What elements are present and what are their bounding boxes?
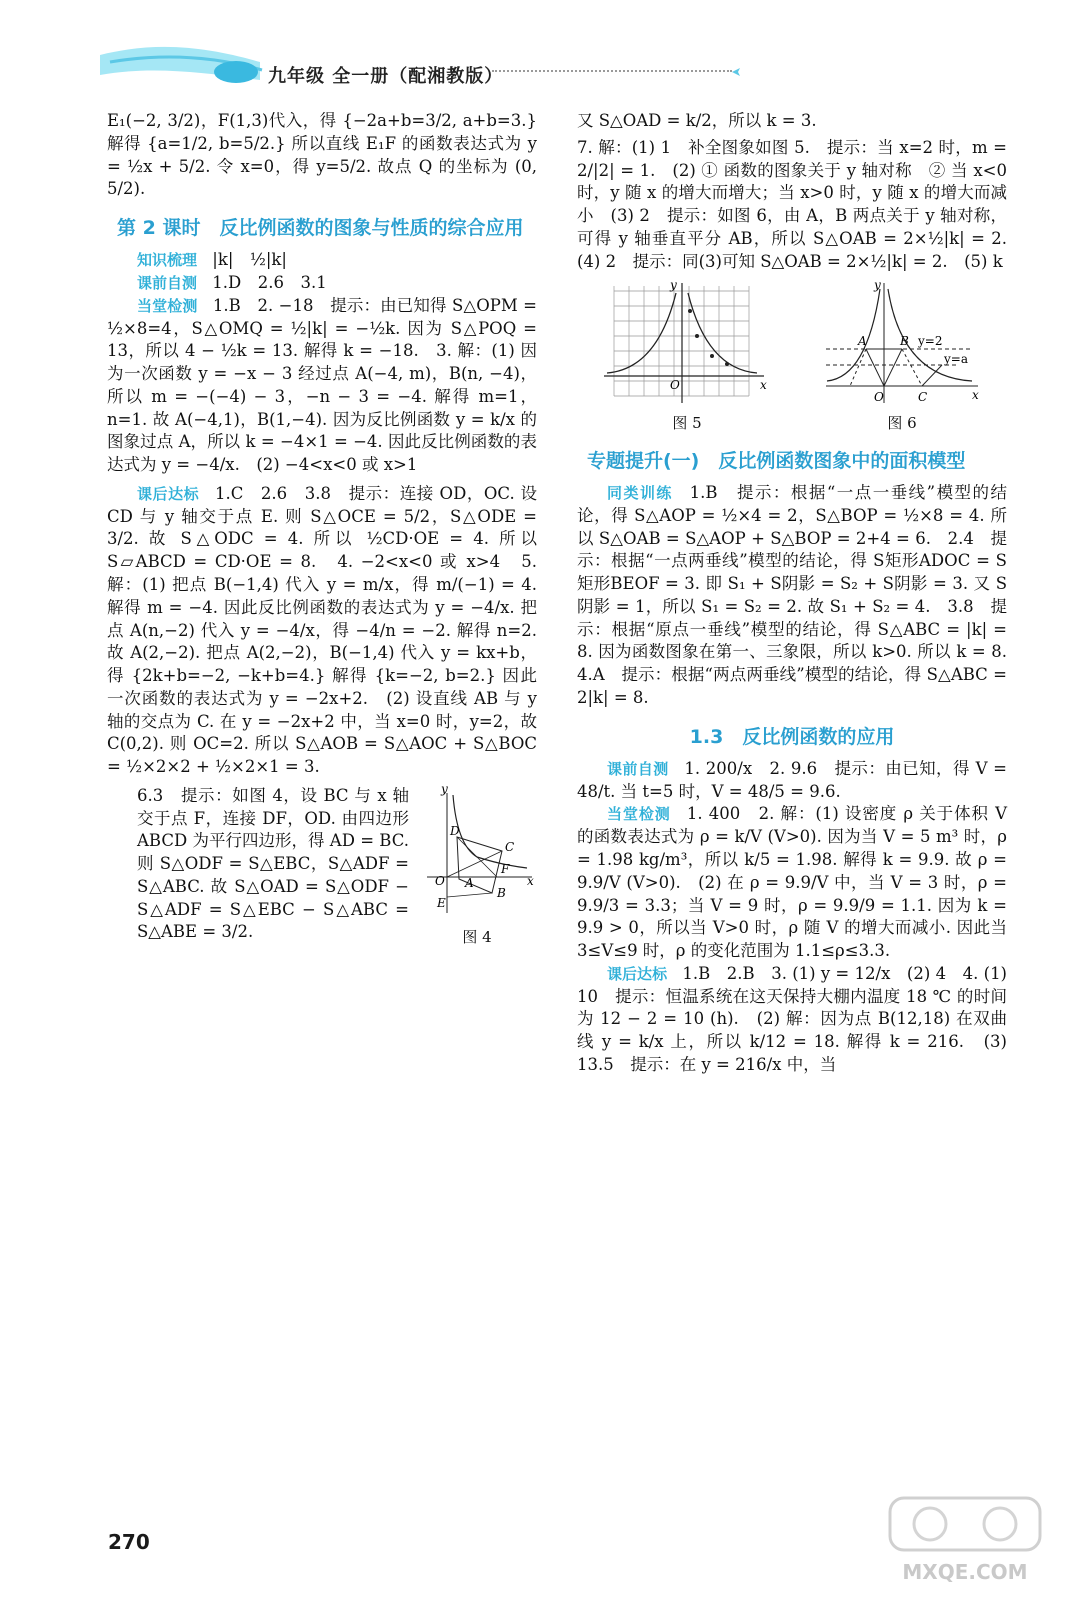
tl-tag: 同类训练: [607, 484, 673, 503]
watermark-text: MXQE.COM: [902, 1560, 1028, 1584]
rkh-tag: 课后达标: [607, 964, 668, 983]
fig6-label-4: y=a: [944, 352, 968, 367]
header-dotted-line: [492, 70, 732, 72]
watermark: [870, 1488, 1060, 1588]
rkh-text: 1.B 2.B 3. (1) y = 12/x (2) 4 4. (1) 10 提示：恒温系统在这天保持大棚内温度 18 ℃ 的时间为 12 − 2 = 10 (h). (2) 解：因为点 B(12,18) 在双曲线 y = k/x 上，所以 k/12 = 18. 解得 k = 216. (3) 13.5 提示：在 y = 216/x 中，当: [577, 963, 1007, 1074]
figure-6-diagram: [822, 281, 982, 406]
fig6-label-7: x: [972, 388, 979, 403]
fig6-label-6: C: [918, 390, 928, 405]
fig4-label-6: F: [501, 861, 510, 876]
fig6-label-0: y: [874, 281, 881, 293]
right-section-title-2: 1.3 反比例函数的应用: [689, 725, 895, 748]
figure-5-diagram: [602, 281, 772, 406]
kh-tag: 课后达标: [137, 484, 200, 503]
dt-text: 1.B 2. −18 提示：由已知得 S△OPM = ½×8=4，S△OMQ = ½|k| = −½k. 因为 S△POQ = 13，所以 4 − ½k = 13. 解得 k = −18. 3. 解：(1) 因为一次函数 y = −x − 3 经过点 A(−4, m)，B(n, −4)，所以 m = −(−4) − 3，−n − 3 = −4. 解得 m=1，n=1. 故 A(−4,1)，B(1,−4). 因为反比例函数 y = k/x 的图象过点 A，所以 k = −4×1 = −4. 因此反比例函数的表达式为 y = −4/x. (2) −4<x<0 或 x>1: [107, 295, 537, 475]
left-column: [107, 110, 537, 947]
rkq-tag: 课前自测: [607, 759, 669, 778]
fig5-label-2: x: [760, 378, 767, 393]
page-header: [0, 0, 1076, 100]
fig4-label-1: x: [527, 873, 534, 888]
rdt-tag: 当堂检测: [607, 805, 671, 824]
kq-tag: 课前自测: [137, 274, 198, 293]
right-column: [577, 110, 1024, 1077]
kq-block: [107, 272, 537, 295]
left-p1: E₁(−2, 3/2)，F(1,3)代入，得 {−2a+b=3/2, a+b=3.} 解得 {a=1/2, b=5/2.} 所以直线 E₁F 的函数表达式为 y = ½x + 5/2. 令 x=0，得 y=5/2. 故点 Q 的坐标为 (0, 5/2).: [107, 111, 537, 199]
zs-text: |k| ½|k|: [212, 250, 287, 270]
fig4-label-3: C: [505, 839, 515, 854]
rkq-text: 1. 200/x 2. 9.6 提示：由已知，得 V = 48/t. 当 t=5 时，V = 48/5 = 9.6.: [577, 758, 1007, 801]
kh-block: [107, 483, 537, 779]
kh-text: 1.C 2.6 3.8 提示：连接 OD，OC. 设 CD 与 y 轴交于点 E. 则 S△OCE = 5/2，S△ODE = 3/2. 故 S△ODC = 4. 所以 ½CD·OE = 4. 所以 S▱ABCD = CD·OE = 8. 4. −2<x<0 或 x>4 5. 解：(1) 把点 B(−1,4) 代入 y = m/x，得 m/(−1) = 4. 解得 m = −4. 因此反比例函数的表达式为 y = −4/x. 把点 A(n,−2) 代入 y = −4/x，得 −4/n = −2. 解得 n=2. 故 A(2,−2). 把点 A(2,−2)，B(−1,4) 代入 y = kx+b，得 {2k+b=−2, −k+b=4.} 解得 {k=−2, b=2.} 因此一次函数的表达式为 y = −2x+2. (2) 设直线 AB 与 y 轴的交点为 C. 在 y = −2x+2 中，当 x=0 时，y=2，故 C(0,2). 则 OC=2. 所以 S△AOB = S△AOC + S△BOC = ½×2×2 + ½×2×1 = 3.: [107, 483, 537, 777]
tl-block: [577, 482, 1024, 710]
right-section-title-1: 专题提升(一) 反比例函数图象中的面积模型: [587, 449, 966, 472]
figure-5-caption: 图 5: [672, 414, 702, 433]
right-q7: 7. 解：(1) 1 补全图象如图 5. 提示：当 x=2 时，m = 2/|2| = 1. (2) ① 函数的图象关于 y 轴对称 ② 当 x<0 时，y 随 x 的增大而增大；当 x>0 时，y 随 x 的增大而减小 (3) 2 提示：如图 6，由 A，B 两点关于 y 轴对称，可得 y 轴垂直平分 AB，所以 S△OAB = 2×½|k| = 2. (4) 2 提示：同(3)可知 S△OAB = 2×½|k| = 2. (5) k: [577, 137, 1024, 271]
figure-5: [602, 281, 772, 433]
figure-4-caption: 图 4: [462, 927, 492, 946]
dt-block: [107, 295, 537, 477]
fig4-label-8: B: [497, 885, 506, 900]
q6-text: 6.3 提示：如图 4，设 BC 与 x 轴交于点 F，连接 DF，OD. 由四边形 ABCD 为平行四边形，得 AD = BC. 则 S△ODF = S△EBC，S△ADF = S△ABC. 故 S△OAD = S△ODF − S△ADF = S△EBC − S△ABC = S△ABE = 3/2.: [137, 785, 409, 942]
fig5-label-0: y: [670, 281, 677, 293]
fig4-label-0: y: [441, 784, 448, 796]
figure-6: [822, 281, 982, 433]
fig4-label-5: A: [465, 875, 474, 890]
kq-text: 1.D 2.6 3.1: [212, 273, 327, 293]
rkh-block: [577, 963, 1007, 1077]
left-section-title: 第 2 课时 反比例函数的图象与性质的综合应用: [117, 217, 524, 240]
fig4-label-2: D: [450, 823, 460, 838]
rdt-text: 1. 400 2. 解：(1) 设密度 ρ 关于体积 V 的函数表达式为 ρ = k/V (V>0). 因为当 V = 5 m³ 时，ρ = 1.98 kg/m³，所以 k/5 = 1.98. 解得 k = 9.9. 故 ρ = 9.9/V (V>0). (2) 在 ρ = 9.9/V 中，当 V = 3 时，ρ = 9.9/3 = 3.3；当 V = 9 时，ρ = 9.9/9 = 1.1. 因为 k = 9.9 > 0，所以当 V>0 时，ρ 随 V 的增大而减小. 因此当 3≤V≤9 时，ρ 的变化范围为 1.1≤ρ≤3.3.: [577, 804, 1007, 961]
watermark-logo-icon: [870, 1488, 1060, 1558]
tl-text: 1.B 提示：根据“一点一垂线”模型的结论，得 S△AOP = ½×4 = 2，S△BOP = ½×8 = 4. 所以 S△OAB = S△AOP + S△BOP = 2+4 = 6. 2.4 提示：根据“一点两垂线”模型的结论，得 S矩形ADOC = S矩形BEOF = 3. 即 S₁ + S阴影 = S₂ + S阴影 = 3. 又 S阴影 = 1，所以 S₁ = S₂ = 2. 故 S₁ + S₂ = 4. 3.8 提示：根据“原点一垂线”模型的结论，得 S△ABC = |k| = 8. 因为函数图象在第一、三象限，所以 k>0. 所以 k = 8. 4.A 提示：根据“两点两垂线”模型的结论，得 S△ABC = 2|k| = 8.: [577, 483, 1024, 707]
fig6-label-2: B: [900, 334, 909, 349]
rdt-block: [577, 803, 1007, 962]
figures-5-6: [577, 281, 1007, 433]
figure-4-diagram: [417, 785, 537, 920]
fig6-label-5: O: [874, 390, 884, 405]
figure-4: [417, 785, 537, 947]
header-title: 九年级 全一册（配湘教版）: [268, 66, 504, 87]
fig4-label-7: E: [437, 895, 446, 910]
fig5-label-1: O: [670, 378, 680, 393]
figure-6-caption: 图 6: [887, 414, 917, 433]
right-p1: 又 S△OAD = k/2，所以 k = 3.: [577, 111, 817, 130]
zs-tag: 知识梳理: [137, 251, 198, 270]
fig6-label-3: y=2: [918, 334, 943, 349]
dt-tag: 当堂检测: [137, 296, 198, 315]
fig4-label-4: O: [435, 873, 445, 888]
rkq-block: [577, 758, 1007, 804]
header-ribbon-decoration: [0, 0, 1076, 100]
page-number: 270: [108, 1530, 150, 1554]
zs-block: [107, 249, 537, 272]
fig6-label-1: A: [858, 334, 867, 349]
q6-block: [107, 785, 537, 947]
